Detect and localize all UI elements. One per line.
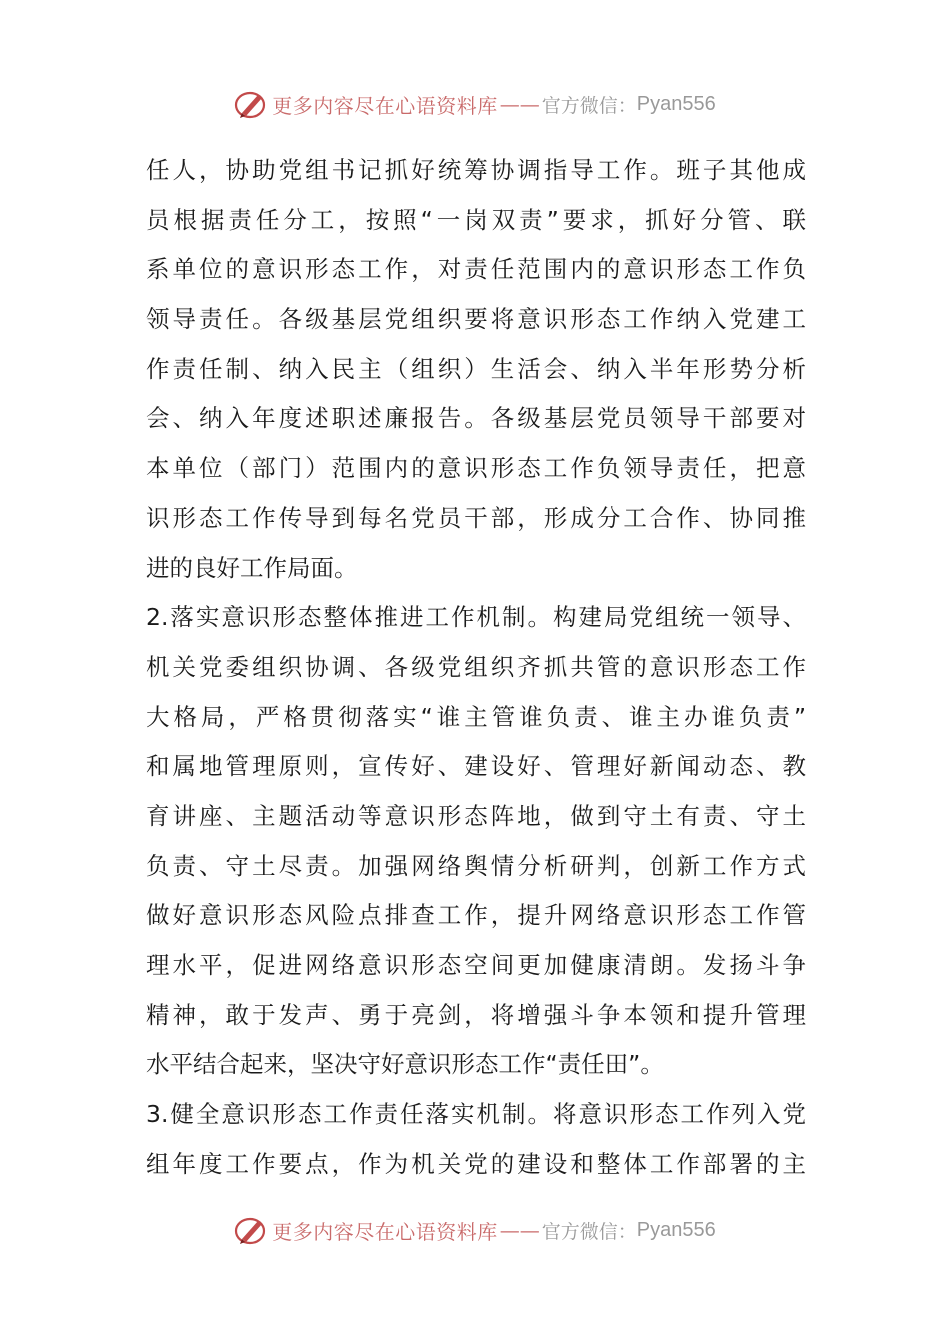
document-body <box>146 146 806 1189</box>
watermark-dash: —— <box>499 1218 540 1242</box>
text-line: 组年度工作要点，作为机关党的建设和整体工作部署的主 <box>146 1149 806 1178</box>
paragraph-end-line: 进的良好工作局面。 <box>146 553 358 582</box>
text-line: 任人，协助党组书记抓好统筹协调指导工作。班子其他成 <box>146 156 806 184</box>
text-line: 本单位（部门）范围内的意识形态工作负领导责任，把意 <box>146 454 806 483</box>
watermark-wechat-label: 官方微信： <box>541 94 637 117</box>
watermark-wechat-id: Pyan556 <box>636 92 716 115</box>
text-line: 做好意识形态风险点排查工作，提升网络意识形态工作管 <box>146 901 806 930</box>
watermark-wechat-id: Pyan556 <box>636 1218 716 1241</box>
text-line: 理水平，促进网络意识形态空间更加健康清朗。发扬斗争 <box>146 951 806 979</box>
pen-logo-icon <box>234 1213 268 1247</box>
text-line: 精神，敢于发声、勇于亮剑，将增强斗争本领和提升管理 <box>146 1000 806 1029</box>
text-line: 作责任制、纳入民主（组织）生活会、纳入半年形势分析 <box>146 354 806 383</box>
watermark-wechat-label: 官方微信： <box>541 1220 637 1243</box>
text-line: 和属地管理原则，宣传好、建设好、管理好新闻动态、教 <box>146 752 806 781</box>
text-line: 负责、守土尽责。加强网络舆情分析研判，创新工作方式 <box>146 851 806 880</box>
text-line: 育讲座、主题活动等意识形态阵地，做到守土有责、守土 <box>146 801 806 830</box>
watermark-main-text: 更多内容尽在心语资料库 <box>272 93 498 118</box>
text-line: 会、纳入年度述职述廉报告。各级基层党员领导干部要对 <box>146 404 806 433</box>
watermark-main-text: 更多内容尽在心语资料库 <box>272 1219 498 1244</box>
text-line: 识形态工作传导到每名党员干部，形成分工合作、协同推 <box>146 503 806 532</box>
section-2-heading-line: 2.落实意识形态整体推进工作机制。构建局党组统一领导、 <box>146 603 806 632</box>
watermark-dash: —— <box>499 92 540 116</box>
text-line: 大格局，严格贯彻落实“谁主管谁负责、谁主办谁负责” <box>146 702 806 731</box>
paragraph-end-line: 水平结合起来，坚决守好意识形态工作“责任田”。 <box>146 1050 664 1079</box>
section-3-heading-line: 3.健全意识形态工作责任落实机制。将意识形态工作列入党 <box>146 1100 806 1129</box>
text-line: 领导责任。各级基层党组织要将意识形态工作纳入党建工 <box>146 305 806 334</box>
text-line: 系单位的意识形态工作，对责任范围内的意识形态工作负 <box>146 255 806 284</box>
text-line: 机关党委组织协调、各级党组织齐抓共管的意识形态工作 <box>146 652 806 681</box>
footer-watermark <box>0 1210 950 1250</box>
text-line: 员根据责任分工，按照“一岗双责”要求，抓好分管、联 <box>146 205 806 234</box>
pen-logo-icon <box>234 87 268 121</box>
header-watermark <box>0 84 950 124</box>
